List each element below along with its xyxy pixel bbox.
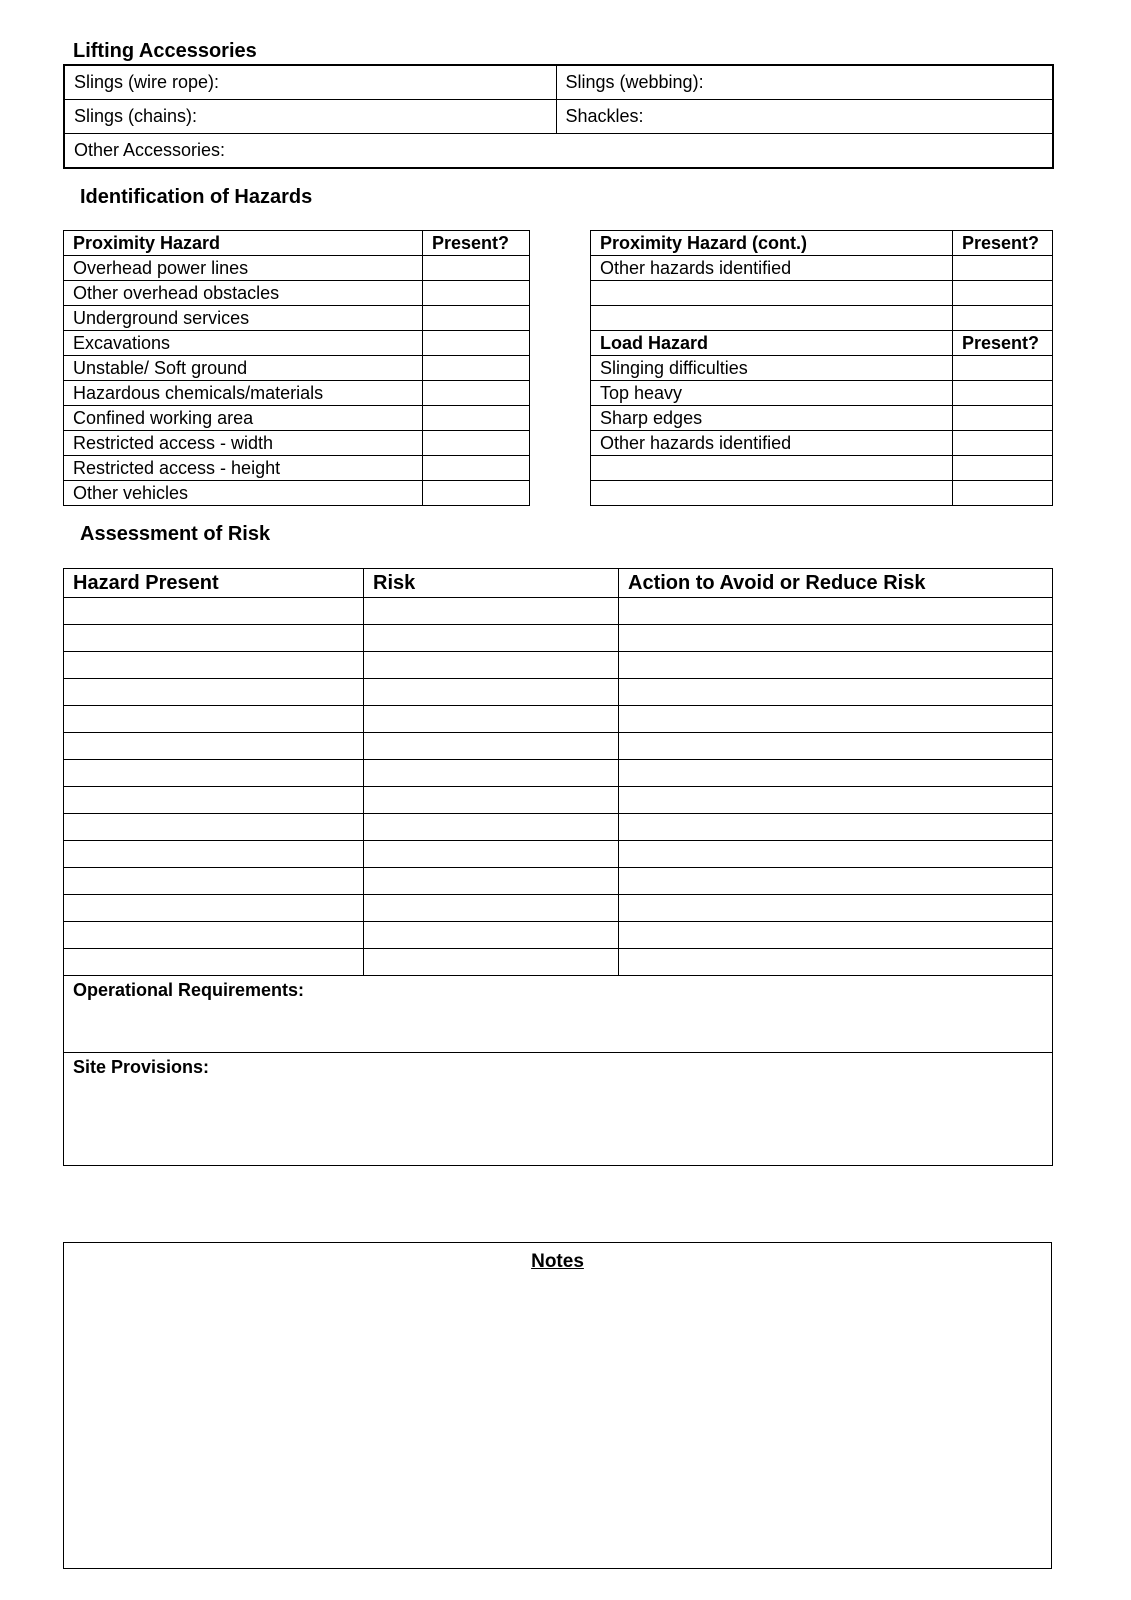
present-cell[interactable]: [953, 381, 1053, 406]
table-row: [64, 598, 1053, 625]
hazard-label: Excavations: [64, 331, 423, 356]
table-row: [64, 331, 530, 356]
risk-cell[interactable]: [364, 868, 619, 895]
present-header: Present?: [423, 231, 530, 256]
present-cell[interactable]: [423, 256, 530, 281]
present-cell[interactable]: [953, 456, 1053, 481]
hazard-present-cell[interactable]: [64, 814, 364, 841]
action-cell[interactable]: [619, 625, 1053, 652]
table-row: [591, 456, 1053, 481]
table-row: [64, 456, 530, 481]
risk-cell[interactable]: [364, 760, 619, 787]
blank-hazard-cell[interactable]: [591, 281, 953, 306]
present-cell[interactable]: [953, 306, 1053, 331]
present-cell[interactable]: [423, 456, 530, 481]
risk-cell[interactable]: [364, 733, 619, 760]
blank-hazard-cell[interactable]: [591, 306, 953, 331]
hazard-present-header: Hazard Present: [64, 569, 364, 598]
action-cell[interactable]: [619, 841, 1053, 868]
table-row: [64, 256, 530, 281]
table-row: [64, 868, 1053, 895]
hazard-label: Other hazards identified: [591, 256, 953, 281]
present-cell[interactable]: [953, 256, 1053, 281]
slings-chains-field[interactable]: Slings (chains):: [64, 100, 556, 134]
table-row: [64, 679, 1053, 706]
table-row: [64, 787, 1053, 814]
hazard-label: Unstable/ Soft ground: [64, 356, 423, 381]
hazard-label: Restricted access - width: [64, 431, 423, 456]
identification-title: Identification of Hazards: [80, 186, 313, 208]
site-provisions-field[interactable]: Site Provisions:: [64, 1053, 1053, 1166]
hazard-present-cell[interactable]: [64, 841, 364, 868]
hazard-present-cell[interactable]: [64, 733, 364, 760]
hazard-present-cell[interactable]: [64, 868, 364, 895]
table-row: [591, 431, 1053, 456]
other-accessories-field[interactable]: Other Accessories:: [64, 134, 1053, 169]
risk-cell[interactable]: [364, 598, 619, 625]
table-row: [64, 356, 530, 381]
risk-cell[interactable]: [364, 814, 619, 841]
action-cell[interactable]: [619, 949, 1053, 976]
operational-requirements-field[interactable]: Operational Requirements:: [64, 976, 1053, 1053]
present-cell[interactable]: [423, 356, 530, 381]
slings-wire-rope-field[interactable]: Slings (wire rope):: [64, 65, 556, 100]
hazard-present-cell[interactable]: [64, 895, 364, 922]
notes-box[interactable]: [63, 1242, 1052, 1569]
table-row: [64, 895, 1053, 922]
action-cell[interactable]: [619, 922, 1053, 949]
present-cell[interactable]: [423, 281, 530, 306]
table-row: [64, 381, 530, 406]
table-row: [591, 406, 1053, 431]
hazard-label: Other hazards identified: [591, 431, 953, 456]
action-cell[interactable]: [619, 895, 1053, 922]
present-cell[interactable]: [953, 481, 1053, 506]
load-hazard-header: Load Hazard: [591, 331, 953, 356]
hazard-label: Overhead power lines: [64, 256, 423, 281]
risk-cell[interactable]: [364, 895, 619, 922]
present-header: Present?: [953, 331, 1053, 356]
risk-cell[interactable]: [364, 706, 619, 733]
risk-cell[interactable]: [364, 949, 619, 976]
hazard-label: Other overhead obstacles: [64, 281, 423, 306]
risk-cell[interactable]: [364, 652, 619, 679]
hazard-present-cell[interactable]: [64, 949, 364, 976]
table-row: [64, 706, 1053, 733]
table-row: [64, 306, 530, 331]
action-cell[interactable]: [619, 868, 1053, 895]
present-cell[interactable]: [423, 306, 530, 331]
table-row: [64, 481, 530, 506]
hazard-present-cell[interactable]: [64, 625, 364, 652]
action-cell[interactable]: [619, 706, 1053, 733]
table-row: [64, 841, 1053, 868]
proximity-hazard-cont-header: Proximity Hazard (cont.): [591, 231, 953, 256]
hazard-label: Underground services: [64, 306, 423, 331]
action-cell[interactable]: [619, 733, 1053, 760]
hazard-present-cell[interactable]: [64, 787, 364, 814]
risk-assessment-table: [63, 568, 1053, 1166]
hazard-label: Hazardous chemicals/materials: [64, 381, 423, 406]
blank-hazard-cell[interactable]: [591, 481, 953, 506]
table-row: [64, 406, 530, 431]
action-cell[interactable]: [619, 814, 1053, 841]
table-row: [64, 949, 1053, 976]
risk-cell[interactable]: [364, 679, 619, 706]
present-cell[interactable]: [423, 381, 530, 406]
risk-cell[interactable]: [364, 625, 619, 652]
table-row: [64, 625, 1053, 652]
hazard-label: Other vehicles: [64, 481, 423, 506]
risk-header: Risk: [364, 569, 619, 598]
slings-webbing-field[interactable]: Slings (webbing):: [556, 65, 1053, 100]
lifting-accessories-table: [63, 64, 1054, 169]
table-row: [591, 381, 1053, 406]
hazard-label: Sharp edges: [591, 406, 953, 431]
hazard-present-cell[interactable]: [64, 598, 364, 625]
hazard-present-cell[interactable]: [64, 652, 364, 679]
table-row: [64, 760, 1053, 787]
table-row: [64, 652, 1053, 679]
hazard-present-cell[interactable]: [64, 679, 364, 706]
proximity-hazard-cont-table: [590, 230, 1053, 506]
hazard-label: Top heavy: [591, 381, 953, 406]
action-cell[interactable]: [619, 760, 1053, 787]
hazard-present-cell[interactable]: [64, 760, 364, 787]
risk-cell[interactable]: [364, 841, 619, 868]
present-cell[interactable]: [953, 406, 1053, 431]
present-header: Present?: [953, 231, 1053, 256]
hazard-present-cell[interactable]: [64, 922, 364, 949]
blank-hazard-cell[interactable]: [591, 456, 953, 481]
hazard-label: Confined working area: [64, 406, 423, 431]
proximity-hazard-header: Proximity Hazard: [64, 231, 423, 256]
action-header: Action to Avoid or Reduce Risk: [619, 569, 1053, 598]
table-row: [591, 481, 1053, 506]
present-cell[interactable]: [953, 281, 1053, 306]
present-cell[interactable]: [953, 356, 1053, 381]
table-row: [64, 733, 1053, 760]
hazard-present-cell[interactable]: [64, 706, 364, 733]
table-row: [64, 431, 530, 456]
risk-cell[interactable]: [364, 787, 619, 814]
action-cell[interactable]: [619, 679, 1053, 706]
hazard-label: Slinging difficulties: [591, 356, 953, 381]
table-row: [64, 814, 1053, 841]
present-cell[interactable]: [423, 331, 530, 356]
present-cell[interactable]: [953, 431, 1053, 456]
action-cell[interactable]: [619, 598, 1053, 625]
notes-title: Notes: [531, 1251, 584, 1272]
table-row: [64, 281, 530, 306]
table-row: [591, 306, 1053, 331]
present-cell[interactable]: [423, 431, 530, 456]
risk-cell[interactable]: [364, 922, 619, 949]
shackles-field[interactable]: Shackles:: [556, 100, 1053, 134]
table-row: [591, 356, 1053, 381]
table-row: [591, 281, 1053, 306]
present-cell[interactable]: [423, 406, 530, 431]
hazard-label: Restricted access - height: [64, 456, 423, 481]
table-row: [591, 256, 1053, 281]
table-row: [64, 922, 1053, 949]
proximity-hazard-table: [63, 230, 530, 506]
present-cell[interactable]: [423, 481, 530, 506]
assessment-title: Assessment of Risk: [80, 523, 271, 545]
action-cell[interactable]: [619, 787, 1053, 814]
lifting-accessories-title: Lifting Accessories: [73, 40, 257, 62]
action-cell[interactable]: [619, 652, 1053, 679]
